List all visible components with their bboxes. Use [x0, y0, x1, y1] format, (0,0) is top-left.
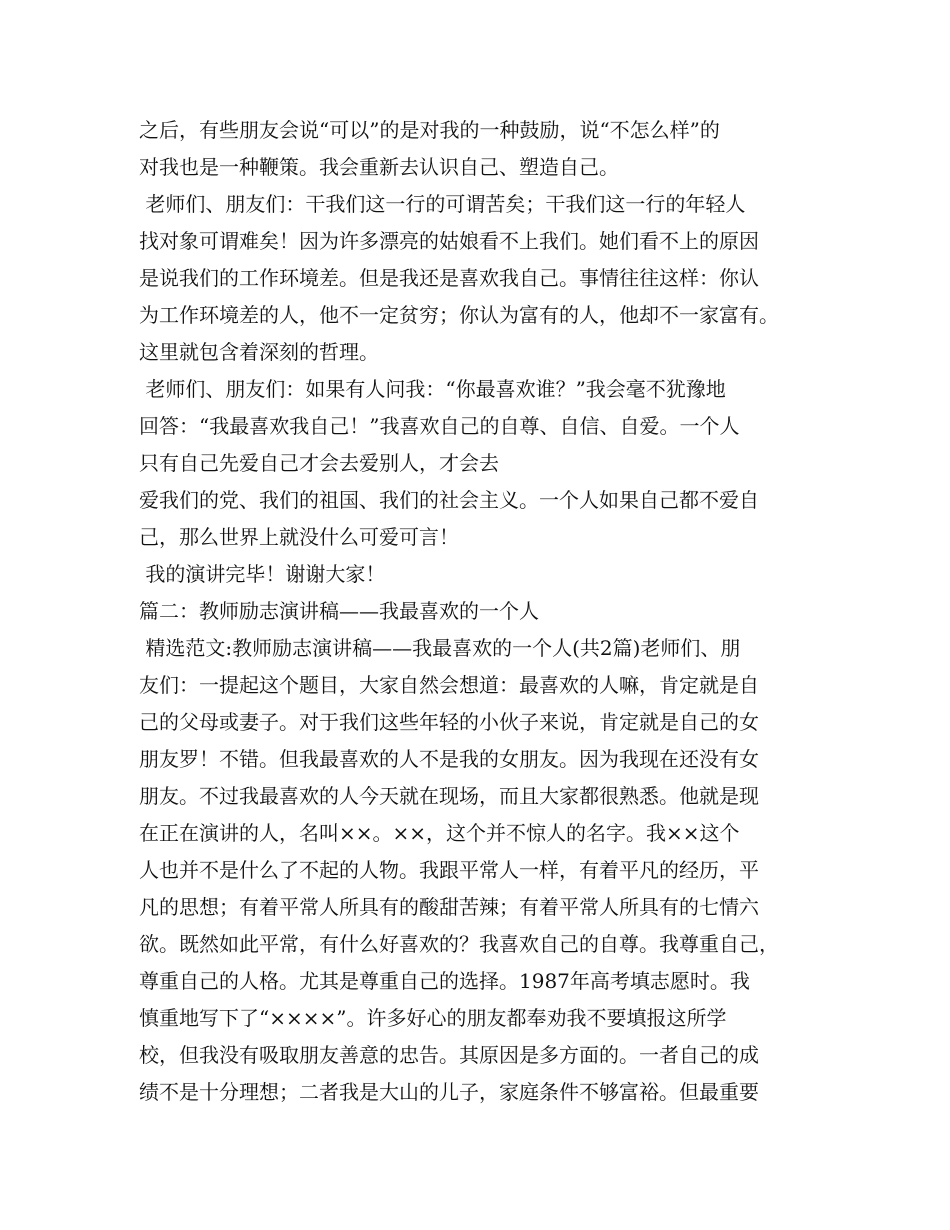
text-line: 这里就包含着深刻的哲理。 — [139, 340, 379, 364]
text-line: 朋友罗！不错。但我最喜欢的人不是我的女朋友。因为我现在还没有女 — [139, 747, 759, 771]
text-line: 对我也是一种鞭策。我会重新去认识自己、塑造自己。 — [139, 155, 619, 179]
text-line: 我的演讲完毕！谢谢大家！ — [139, 562, 386, 586]
text-line: 人也并不是什么了不起的人物。我跟平常人一样，有着平凡的经历，平 — [139, 858, 759, 882]
text-line: 友们：一提起这个题目，大家自然会想道：最喜欢的人嘛，肯定就是自 — [139, 673, 759, 697]
text-line: 绩不是十分理想；二者我是大山的儿子，家庭条件不够富裕。但最重要 — [139, 1080, 759, 1104]
body-text — [139, 112, 839, 1111]
text-line: 为工作环境差的人，他不一定贫穷；你认为富有的人，他却不一家富有。 — [139, 303, 779, 327]
text-line: 老师们、朋友们：如果有人问我：“你最喜欢谁？”我会毫不犹豫地 — [139, 377, 726, 401]
text-line: 慎重地写下了“××××”。许多好心的朋友都奉劝我不要填报这所学 — [139, 1006, 727, 1030]
text-line: 欲。既然如此平常，有什么好喜欢的？我喜欢自己的自尊。我尊重自己， — [139, 932, 779, 956]
text-line: 精选范文:教师励志演讲稿——我最喜欢的一个人(共2篇)老师们、朋 — [139, 636, 741, 660]
text-line: 爱我们的党、我们的祖国、我们的社会主义。一个人如果自己都不爱自 — [139, 488, 759, 512]
text-line: 己，那么世界上就没什么可爱可言！ — [139, 525, 459, 549]
text-line: 尊重自己的人格。尤其是尊重自己的选择。1987年高考填志愿时。我 — [139, 969, 750, 993]
text-line: 在正在演讲的人，名叫××。××，这个并不惊人的名字。我××这个 — [139, 821, 740, 845]
text-line: 找对象可谓难矣！因为许多漂亮的姑娘看不上我们。她们看不上的原因 — [139, 229, 759, 253]
text-line: 回答：“我最喜欢我自己！”我喜欢自己的自尊、自信、自爱。一个人 — [139, 414, 740, 438]
text-line: 只有自己先爱自己才会去爱别人，才会去 — [139, 451, 499, 475]
text-line: 老师们、朋友们：干我们这一行的可谓苦矣；干我们这一行的年轻人 — [139, 192, 746, 216]
text-line: 己的父母或妻子。对于我们这些年轻的小伙子来说，肯定就是自己的女 — [139, 710, 759, 734]
text-line: 是说我们的工作环境差。但是我还是喜欢我自己。事情往往这样：你认 — [139, 266, 759, 290]
text-line: 之后，有些朋友会说“可以”的是对我的一种鼓励，说“不怎么样”的 — [139, 118, 720, 142]
text-line: 校，但我没有吸取朋友善意的忠告。其原因是多方面的。一者自己的成 — [139, 1043, 759, 1067]
section-heading: 篇二：教师励志演讲稿——我最喜欢的一个人 — [139, 599, 539, 623]
text-line: 凡的思想；有着平常人所具有的酸甜苦辣；有着平常人所具有的七情六 — [139, 895, 759, 919]
text-line: 朋友。不过我最喜欢的人今天就在现场，而且大家都很熟悉。他就是现 — [139, 784, 759, 808]
